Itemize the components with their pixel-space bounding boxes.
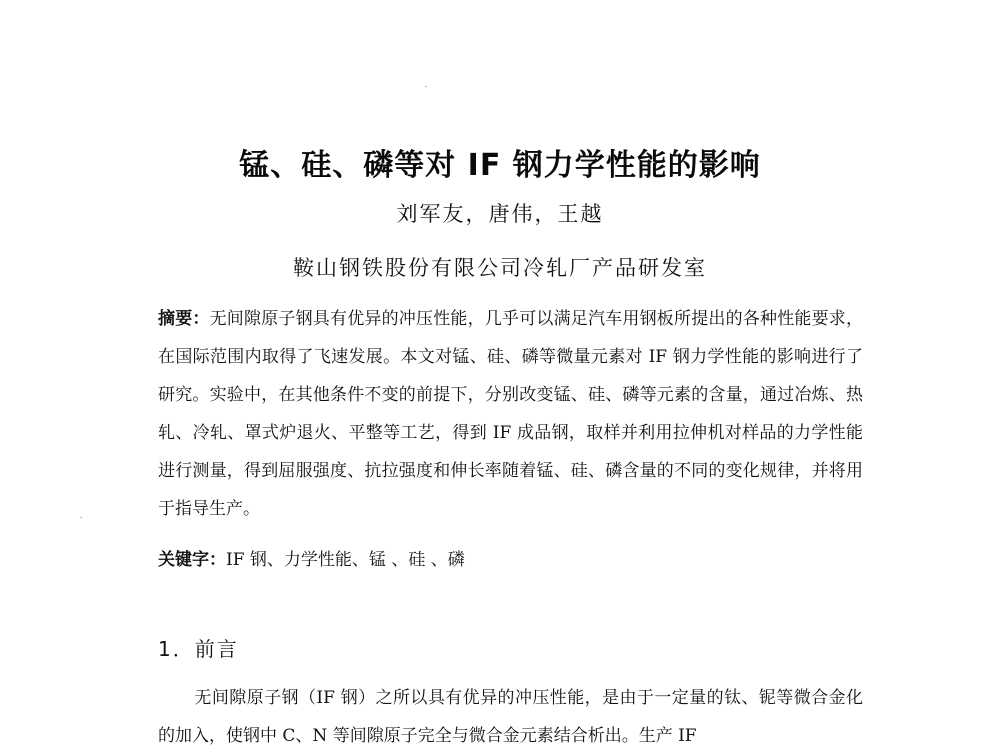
keywords-label: 关键字： — [158, 550, 226, 570]
keywords — [158, 545, 863, 575]
affiliation: 鞍山钢铁股份有限公司冷轧厂产品研发室 — [293, 256, 707, 280]
keywords-text: IF 钢、力学性能、锰 、硅 、磷 — [226, 550, 465, 570]
abstract-text: 无间隙原子钢具有优异的冲压性能，几乎可以满足汽车用钢板所提出的各种性能要求，在国际范围内取得了飞速发展。本文对锰、硅、磷等微量元素对 IF 钢力学性能的影响进行了研究。实验中，在其他条件不变的前提下，分别改变锰、硅、磷等元素的含量，通过冶炼、热轧、冷轧、罩式炉退火、平整等工艺，得到 IF 成品钢，取样并利用拉伸机对样品的力学性能进行测量，得到屈服强度、抗拉强度和伸长率随着锰、硅、磷含量的不同的变化规律，并将用于指导生产。 — [158, 309, 864, 519]
body-paragraph — [158, 679, 863, 754]
abstract-label: 摘要： — [158, 309, 210, 329]
section-heading: 1．前言 — [158, 637, 239, 661]
author-list: 刘军友，唐伟，王越 — [396, 202, 604, 226]
abstract — [158, 300, 863, 528]
body-paragraph-text: 无间隙原子钢（IF 钢）之所以具有优异的冲压性能，是由于一定量的钛、铌等微合金化的加入，使钢中 C、N 等间隙原子完全与微合金元素结合析出。生产 IF — [158, 688, 863, 746]
scan-speck — [80, 517, 82, 518]
paper-title: 锰、硅、磷等对 IF 钢力学性能的影响 — [239, 148, 761, 183]
scan-speck — [425, 86, 427, 87]
